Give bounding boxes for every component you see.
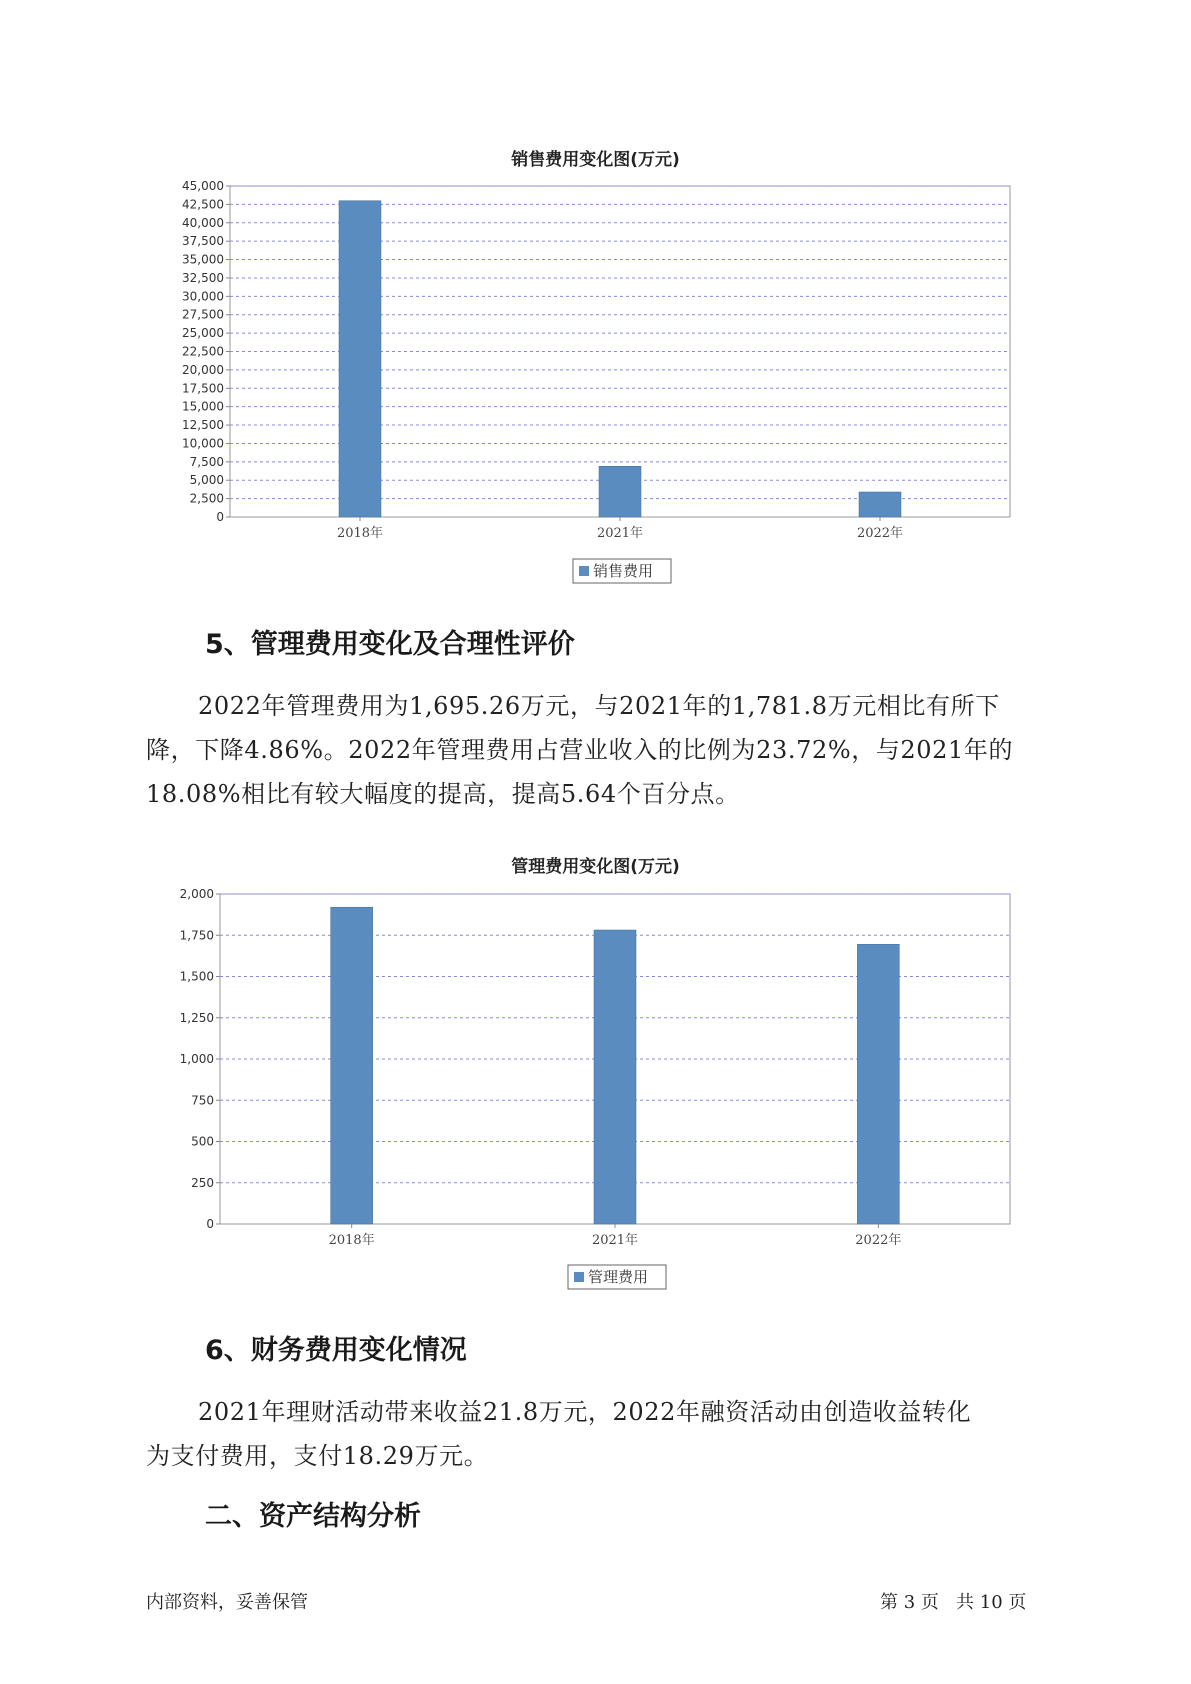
y-tick-label: 15,000 <box>182 399 224 414</box>
y-tick-label: 5,000 <box>189 473 224 488</box>
footer-page-number: 第 3 页 共 10 页 <box>880 1592 1027 1613</box>
y-tick-label: 45,000 <box>182 179 224 193</box>
section-6-line-1: 2021年理财活动带来收益21.8万元，2022年融资活动由创造收益转化 <box>198 1398 972 1426</box>
admin-expense-chart <box>0 882 1191 1292</box>
y-tick-label: 42,500 <box>182 197 224 212</box>
y-tick-label: 750 <box>191 1093 214 1108</box>
legend-swatch <box>579 566 589 576</box>
y-tick-label: 1,000 <box>179 1052 214 1066</box>
y-tick-label: 35,000 <box>182 252 224 267</box>
section-6-heading: 6、财务费用变化情况 <box>205 1335 467 1366</box>
y-tick-label: 20,000 <box>182 362 224 377</box>
section-5-line-1: 2022年管理费用为1,695.26万元，与2021年的1,781.8万元相比有所下 <box>198 692 1000 720</box>
bar <box>857 944 899 1224</box>
y-tick-label: 250 <box>191 1175 214 1190</box>
x-tick-label: 2021年 <box>596 526 644 541</box>
y-tick-label: 2,500 <box>189 491 224 506</box>
section-5-line-3: 18.08%相比有较大幅度的提高，提高5.64个百分点。 <box>146 780 740 808</box>
y-tick-label: 1,250 <box>179 1010 214 1025</box>
bar <box>339 201 381 517</box>
legend-label: 销售费用 <box>593 562 654 580</box>
x-tick-label: 2022年 <box>856 526 904 541</box>
y-tick-label: 0 <box>206 1217 214 1231</box>
sales-expense-chart-title: 销售费用变化图(万元) <box>511 150 680 170</box>
admin-expense-chart-title: 管理费用变化图(万元) <box>511 857 680 877</box>
section-6-paragraph <box>146 1390 1060 1478</box>
section-5-heading: 5、管理费用变化及合理性评价 <box>205 629 575 660</box>
y-tick-label: 25,000 <box>182 326 224 341</box>
bar <box>331 907 373 1224</box>
x-tick-label: 2018年 <box>328 1233 375 1248</box>
y-tick-label: 27,500 <box>182 307 224 322</box>
y-tick-label: 32,500 <box>182 270 224 285</box>
bar <box>599 466 641 517</box>
section-5-paragraph <box>146 684 1060 816</box>
x-tick-label: 2021年 <box>591 1233 639 1248</box>
section-5-line-2: 降，下降4.86%。2022年管理费用占营业收入的比例为23.72%，与2021年的 <box>146 736 1014 764</box>
y-tick-label: 7,500 <box>189 454 224 469</box>
legend-label: 管理费用 <box>588 1268 649 1286</box>
bar <box>594 930 636 1224</box>
y-tick-label: 12,500 <box>182 418 224 433</box>
y-tick-label: 17,500 <box>182 381 224 396</box>
y-tick-label: 40,000 <box>182 215 224 230</box>
y-tick-label: 1,750 <box>179 928 214 943</box>
x-tick-label: 2022年 <box>855 1233 902 1248</box>
footer-confidential-note: 内部资料，妥善保管 <box>146 1592 308 1613</box>
sales-expense-chart <box>0 175 1191 625</box>
x-tick-label: 2018年 <box>336 526 384 541</box>
legend-swatch <box>574 1272 584 1282</box>
bar <box>859 492 901 517</box>
section-6-line-2: 为支付费用，支付18.29万元。 <box>146 1442 489 1470</box>
y-tick-label: 1,500 <box>179 969 214 984</box>
y-tick-label: 30,000 <box>182 289 224 304</box>
y-tick-label: 2,000 <box>179 887 214 901</box>
y-tick-label: 22,500 <box>182 344 224 359</box>
y-tick-label: 500 <box>191 1134 214 1149</box>
y-tick-label: 37,500 <box>182 234 224 249</box>
section-two-heading: 二、资产结构分析 <box>205 1501 421 1532</box>
y-tick-label: 0 <box>216 510 224 524</box>
y-tick-label: 10,000 <box>182 436 224 451</box>
